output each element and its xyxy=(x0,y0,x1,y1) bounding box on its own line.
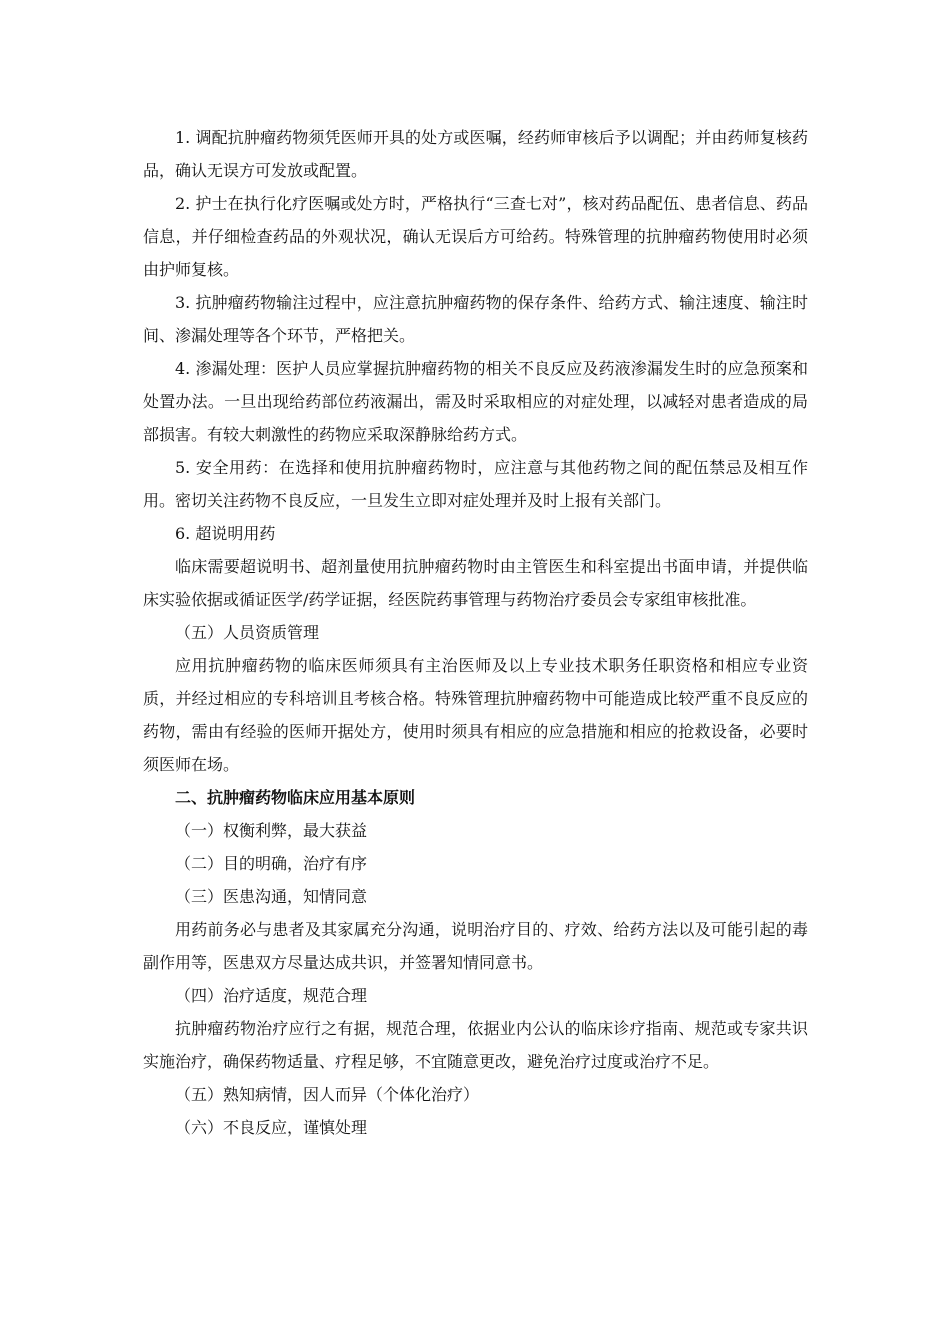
paragraph-qualification-title: （五）人员资质管理 xyxy=(175,623,320,642)
paragraph-safe-use: 5. 安全用药：在选择和使用抗肿瘤药物时，应注意与其他药物之间的配伍禁忌及相互作用。密切关注药物不良反应，一旦发生立即对症处理并及时上报有关部门。 xyxy=(143,458,808,510)
principle-4-body: 抗肿瘤药物治疗应行之有据，规范合理，依据业内公认的临床诊疗指南、规范或专家共识实施治疗，确保药物适量、疗程足够，不宜随意更改，避免治疗过度或治疗不足。 xyxy=(143,1019,808,1071)
paragraph-infusion: 3. 抗肿瘤药物输注过程中，应注意抗肿瘤药物的保存条件、给药方式、输注速度、输注时间、渗漏处理等各个环节，严格把关。 xyxy=(143,293,808,345)
principle-2: （二）目的明确，治疗有序 xyxy=(175,854,368,873)
principle-1: （一）权衡利弊，最大获益 xyxy=(175,821,368,840)
paragraph-off-label-body: 临床需要超说明书、超剂量使用抗肿瘤药物时由主管医生和科室提出书面申请，并提供临床实验依据或循证医学/药学证据，经医院药事管理与药物治疗委员会专家组审核批准。 xyxy=(143,557,808,609)
paragraph-off-label-title: 6. 超说明用药 xyxy=(175,524,276,543)
principle-3-body: 用药前务必与患者及其家属充分沟通，说明治疗目的、疗效、给药方法以及可能引起的毒副作用等，医患双方尽量达成共识，并签署知情同意书。 xyxy=(143,920,808,972)
document-body xyxy=(143,121,808,1144)
paragraph-dispensing: 1. 调配抗肿瘤药物须凭医师开具的处方或医嘱，经药师审核后予以调配；并由药师复核药品，确认无误方可发放或配置。 xyxy=(143,128,808,180)
paragraph-qualification-body: 应用抗肿瘤药物的临床医师须具有主治医师及以上专业技术职务任职资格和相应专业资质，并经过相应的专科培训且考核合格。特殊管理抗肿瘤药物中可能造成比较严重不良反应的药物，需由有经验的医师开据处方，使用时须具有相应的应急措施和相应的抢救设备，必要时须医师在场。 xyxy=(143,656,808,774)
principle-5: （五）熟知病情，因人而异（个体化治疗） xyxy=(175,1085,480,1104)
principle-3: （三）医患沟通，知情同意 xyxy=(175,887,368,906)
principle-6: （六）不良反应，谨慎处理 xyxy=(175,1118,368,1137)
section-heading: 二、抗肿瘤药物临床应用基本原则 xyxy=(175,788,416,807)
principle-4: （四）治疗适度，规范合理 xyxy=(175,986,368,1005)
paragraph-extravasation: 4. 渗漏处理：医护人员应掌握抗肿瘤药物的相关不良反应及药液渗漏发生时的应急预案和处置办法。一旦出现给药部位药液漏出，需及时采取相应的对症处理，以减轻对患者造成的局部损害。有较大刺激性的药物应采取深静脉给药方式。 xyxy=(143,359,808,444)
paragraph-nurse-check: 2. 护士在执行化疗医嘱或处方时，严格执行“三查七对”，核对药品配伍、患者信息、药品信息，并仔细检查药品的外观状况，确认无误后方可给药。特殊管理的抗肿瘤药物使用时必须由护师复核。 xyxy=(143,194,808,279)
